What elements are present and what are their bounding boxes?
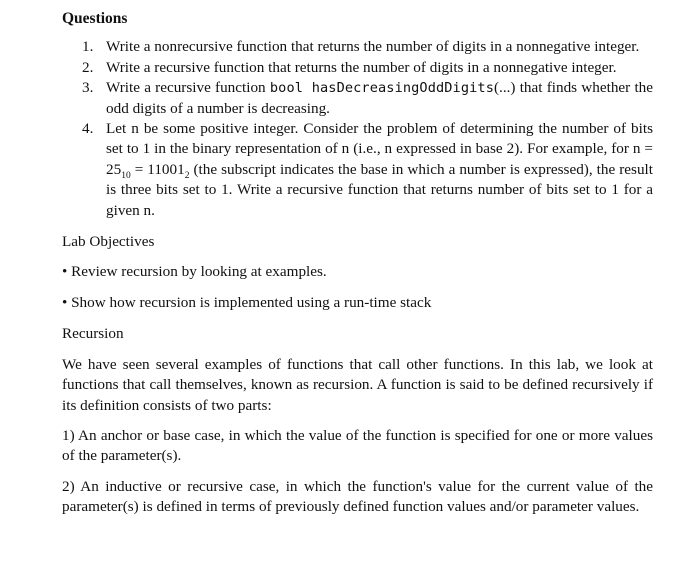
question-item-2 [82, 58, 653, 78]
document-page [60, 9, 653, 518]
recursion-paragraph-inductive-case: 2) An inductive or recursive case, in which the function's value for the current value of the parameter(s) is defined in terms of previously defined function values and/or parameter values. [62, 477, 653, 516]
base-subscript-2: 2 [184, 170, 190, 181]
objective-bullet-1: • Review recursion by looking at examples. [62, 263, 327, 281]
question-text-part-b: = 11001 [130, 160, 185, 178]
recursion-paragraph-base-case: 1) An anchor or base case, in which the value of the function is specified for one or more values of the parameter(s). [62, 426, 653, 465]
objective-bullet-2: • Show how recursion is implemented using a run-time stack [62, 293, 432, 311]
questions-heading: Questions [62, 10, 128, 27]
function-signature-code: bool hasDecreasingOddDigits [269, 80, 494, 97]
question-text-part-a: Let n be some positive integer. Consider the problem of determining the number of bits set to 1 in the binary representation of n (i.e., n expressed in base 2). For example, for n = 25 [106, 120, 653, 178]
question-text: Write a nonrecursive function that returns the number of digits in a nonnegative integer. [106, 38, 640, 56]
question-number: 4. [82, 120, 94, 138]
question-text-after: (...) that finds whether the odd digits of a number is decreasing. [106, 79, 654, 117]
lab-objectives-title: Lab Objectives [62, 233, 155, 251]
question-number: 2. [82, 58, 94, 76]
recursion-title: Recursion [62, 325, 124, 343]
base-subscript-10: 10 [121, 170, 131, 181]
question-number: 1. [82, 38, 94, 56]
question-item-3 [82, 78, 654, 119]
question-number: 3. [82, 79, 94, 97]
question-item-1 [82, 37, 653, 57]
recursion-paragraph-intro: We have seen several examples of functions that call other functions. In this lab, we look at functions that call themselves, known as recursion. A function is said to be defined recursively if its definition consists of two parts: [62, 355, 653, 414]
question-text-part-c: (the subscript indicates the base in which a number is expressed), the result is three bits set to 1. Write a recursive function that returns number of bits set to 1 for a given n. [106, 160, 653, 219]
question-item-4 [82, 119, 653, 221]
question-text-before: Write a recursive function [106, 79, 270, 97]
questions-list [60, 37, 653, 221]
question-text: Write a recursive function that returns the number of digits in a nonnegative integer. [106, 58, 617, 76]
